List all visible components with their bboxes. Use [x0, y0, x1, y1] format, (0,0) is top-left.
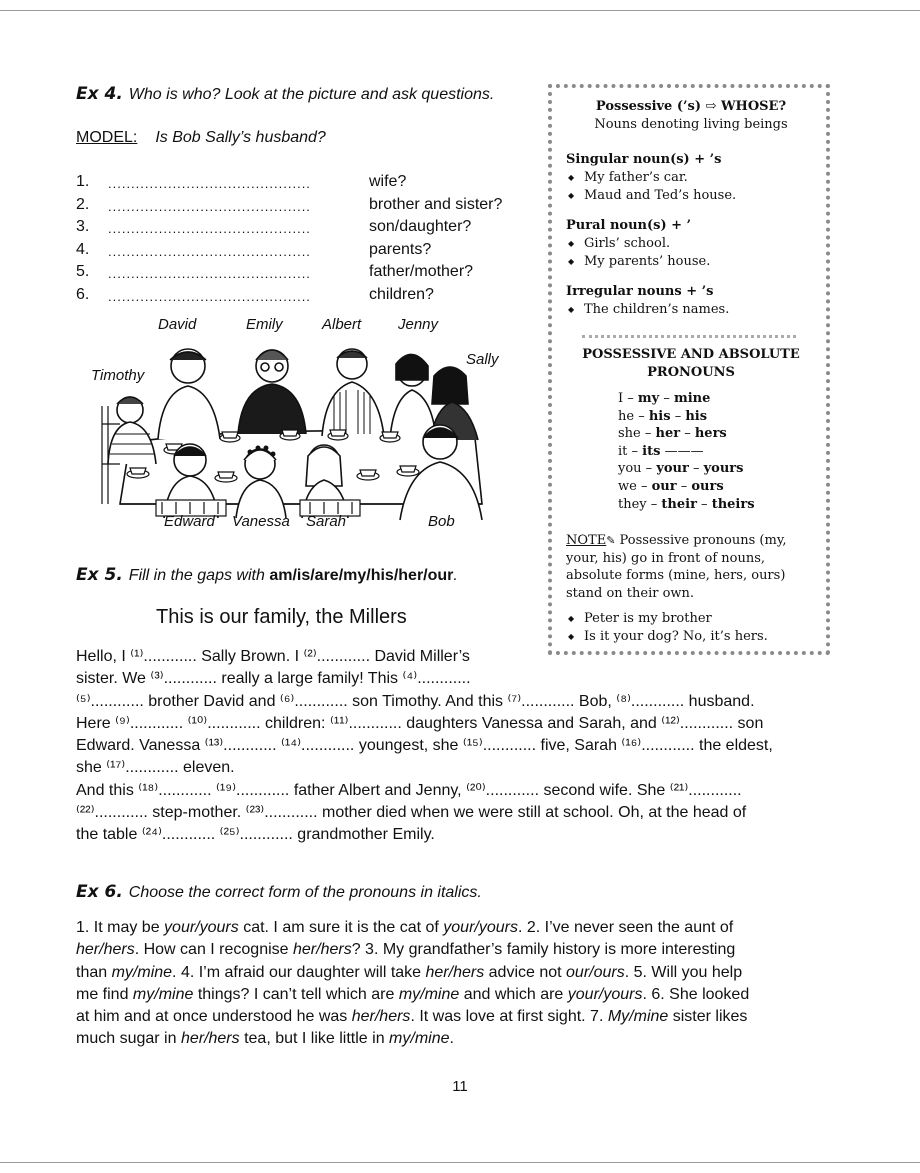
question-row [76, 241, 536, 264]
list-item: ◆ My parents’ house. [584, 253, 816, 271]
pronoun-heading-line1: POSSESSIVE AND ABSOLUTE [582, 347, 800, 362]
label-jenny: Jenny [398, 316, 439, 333]
note-line: your, his) go in front of nouns, [566, 550, 766, 566]
story-line: sister. We ⁽³⁾............ really a large family! This ⁽⁴⁾............ [76, 670, 471, 688]
question-row [76, 263, 536, 286]
label-emily: Emily [246, 316, 283, 333]
answer-blank: ............................................ [108, 221, 311, 236]
note-label: NOTE [566, 533, 607, 548]
model-question: Is Bob Sally’s husband? [155, 129, 326, 146]
ex4-heading [76, 84, 494, 104]
question-row [76, 173, 536, 196]
ex5-words: am/is/are/my/his/her/our [269, 567, 454, 584]
pencil-icon: ✎ [606, 534, 616, 547]
story-line: ⁽²²⁾............ step-mother. ⁽²³⁾............ mother died when we were still at school. Oh, at the head of [76, 804, 747, 822]
ex6-line: at him and at once understood he was her/hers. It was love at first sight. 7. My/mine sister likes [76, 1008, 748, 1026]
question-word: brother and sister? [369, 195, 503, 213]
ex6-number: Ex 6. [76, 882, 123, 902]
singular-heading: Singular noun(s) + ’s [566, 152, 722, 167]
pronoun-row: he – his – his [618, 408, 708, 424]
question-word: son/daughter? [369, 218, 472, 235]
adult-figures [158, 349, 478, 440]
question-word: parents? [369, 240, 432, 258]
label-edward: Edward [164, 513, 215, 530]
note-line: Possessive pronouns (my, [615, 533, 787, 548]
label-bob: Bob [428, 513, 455, 530]
irregular-heading: Irregular nouns + ’s [566, 284, 714, 299]
list-item: ◆ Maud and Ted’s house. [584, 187, 816, 205]
ex6-instruction: Choose the correct form of the pronouns in italics. [128, 884, 482, 901]
grammar-title: Possessive (’s) ⇨ WHOSE? [595, 99, 787, 114]
question-number: 2. [76, 195, 90, 213]
story-line: she ⁽¹⁷⁾............ eleven. [76, 759, 235, 777]
list-item: ◆ Peter is my brother [584, 610, 816, 628]
ex6-line: than my/mine. 4. I’m afraid our daughter will take her/hers advice not our/ours. 5. Will you help [76, 963, 743, 981]
singular-examples [566, 169, 816, 205]
irregular-examples [566, 301, 816, 319]
question-list [76, 173, 536, 308]
ex6-line: me find my/mine things? I can’t tell which are my/mine and which are your/yours. 6. She looked [76, 985, 750, 1003]
ex6-line: much sugar in her/hers tea, but I like little in my/mine. [76, 1030, 454, 1048]
plural-heading: Pural noun(s) + ’ [566, 218, 692, 233]
pronoun-heading-line2: PRONOUNS [647, 365, 735, 380]
story-line: ⁽⁵⁾............ brother David and ⁽⁶⁾............ son Timothy. And this ⁽⁷⁾............ Bob, ⁽⁸⁾............ husband. [76, 692, 755, 710]
pronoun-row: she – her – hers [618, 426, 727, 442]
ex6-line: 1. It may be your/yours cat. I am sure it is the cat of your/yours. 2. I’ve never seen the aunt of [76, 919, 734, 936]
ex6-line: her/hers. How can I recognise her/hers? 3. My grandfather’s family history is more interesting [76, 941, 736, 959]
ex5-instruction: Fill in the gaps with [128, 567, 265, 584]
question-row [76, 218, 536, 241]
question-row [76, 196, 536, 219]
list-item: ◆ The children’s names. [584, 301, 816, 319]
pronoun-row: they – their – theirs [618, 496, 755, 512]
ex4-instruction: Who is who? Look at the picture and ask questions. [128, 86, 495, 103]
divider [582, 335, 796, 338]
ex6-text [76, 917, 836, 1051]
page-number: 11 [452, 1078, 468, 1095]
family-drawing [90, 314, 510, 538]
plural-examples [566, 235, 816, 271]
pronoun-row: we – our – ours [618, 478, 724, 494]
answer-blank: ............................................ [108, 243, 311, 259]
story-line: And this ⁽¹⁸⁾............ ⁽¹⁹⁾............ father Albert and Jenny, ⁽²⁰⁾............ second wife. She ⁽²¹⁾............ [76, 781, 742, 799]
question-number: 5. [76, 263, 90, 280]
model-line [76, 129, 326, 147]
question-word: children? [369, 285, 434, 303]
ex5-number: Ex 5. [76, 565, 123, 585]
list-item: ◆ Girls’ school. [584, 235, 816, 253]
note-line: stand on their own. [566, 585, 695, 601]
answer-blank: ............................................ [108, 288, 311, 304]
question-number: 3. [76, 218, 90, 235]
answer-blank: ............................................ [108, 176, 311, 191]
label-albert: Albert [322, 316, 362, 333]
note-examples [566, 610, 816, 646]
note-line: absolute forms (mine, hers, ours) [566, 568, 786, 583]
label-sarah: Sarah [306, 513, 347, 530]
pronoun-row: you – your – yours [618, 461, 744, 477]
question-number: 4. [76, 240, 90, 258]
story-line: Hello, I ⁽¹⁾............ Sally Brown. I ⁽²⁾............ David Miller’s [76, 648, 470, 665]
story-line: Here ⁽⁹⁾............ ⁽¹⁰⁾............ children: ⁽¹¹⁾............ daughters Vanessa and Sarah, and ⁽¹²⁾............ son [76, 714, 764, 732]
question-number: 1. [76, 173, 90, 190]
grammar-subtitle: Nouns denoting living beings [594, 117, 788, 132]
pronoun-row: it – its ——— [618, 443, 704, 459]
label-sally: Sally [466, 351, 499, 368]
question-row [76, 286, 536, 309]
label-timothy: Timothy [91, 367, 145, 384]
bottom-rule [0, 1162, 920, 1163]
label-vanessa: Vanessa [232, 513, 290, 530]
story-text [76, 646, 836, 847]
family-illustration [90, 314, 510, 538]
question-word: father/mother? [369, 263, 474, 280]
question-word: wife? [369, 173, 407, 190]
story-title: This is our family, the Millers [156, 606, 407, 628]
list-item: ◆ My father’s car. [584, 169, 816, 187]
answer-blank: ............................................ [108, 198, 311, 214]
answer-blank: ............................................ [108, 266, 311, 281]
list-item: ◆ Is it your dog? No, it’s hers. [584, 628, 816, 646]
top-rule [0, 10, 920, 11]
ex6-heading [76, 882, 482, 902]
story-line: Edward. Vanessa ⁽¹³⁾............ ⁽¹⁴⁾............ youngest, she ⁽¹⁵⁾............ five, Sarah ⁽¹⁶⁾............ the eldest, [76, 737, 773, 755]
question-number: 6. [76, 285, 90, 303]
story-line: the table ⁽²⁴⁾............ ⁽²⁵⁾............ grandmother Emily. [76, 826, 435, 844]
pronoun-row: I – my – mine [618, 391, 711, 406]
grammar-note [566, 532, 816, 646]
pronoun-table [618, 390, 755, 513]
ex4-number: Ex 4. [76, 84, 123, 104]
model-label: MODEL: [76, 129, 138, 146]
grammar-box [548, 84, 830, 655]
label-david: David [158, 316, 197, 333]
ex5-heading: Ex 5. Fill in the gaps with am/is/are/my/his/her/our. [76, 565, 458, 585]
